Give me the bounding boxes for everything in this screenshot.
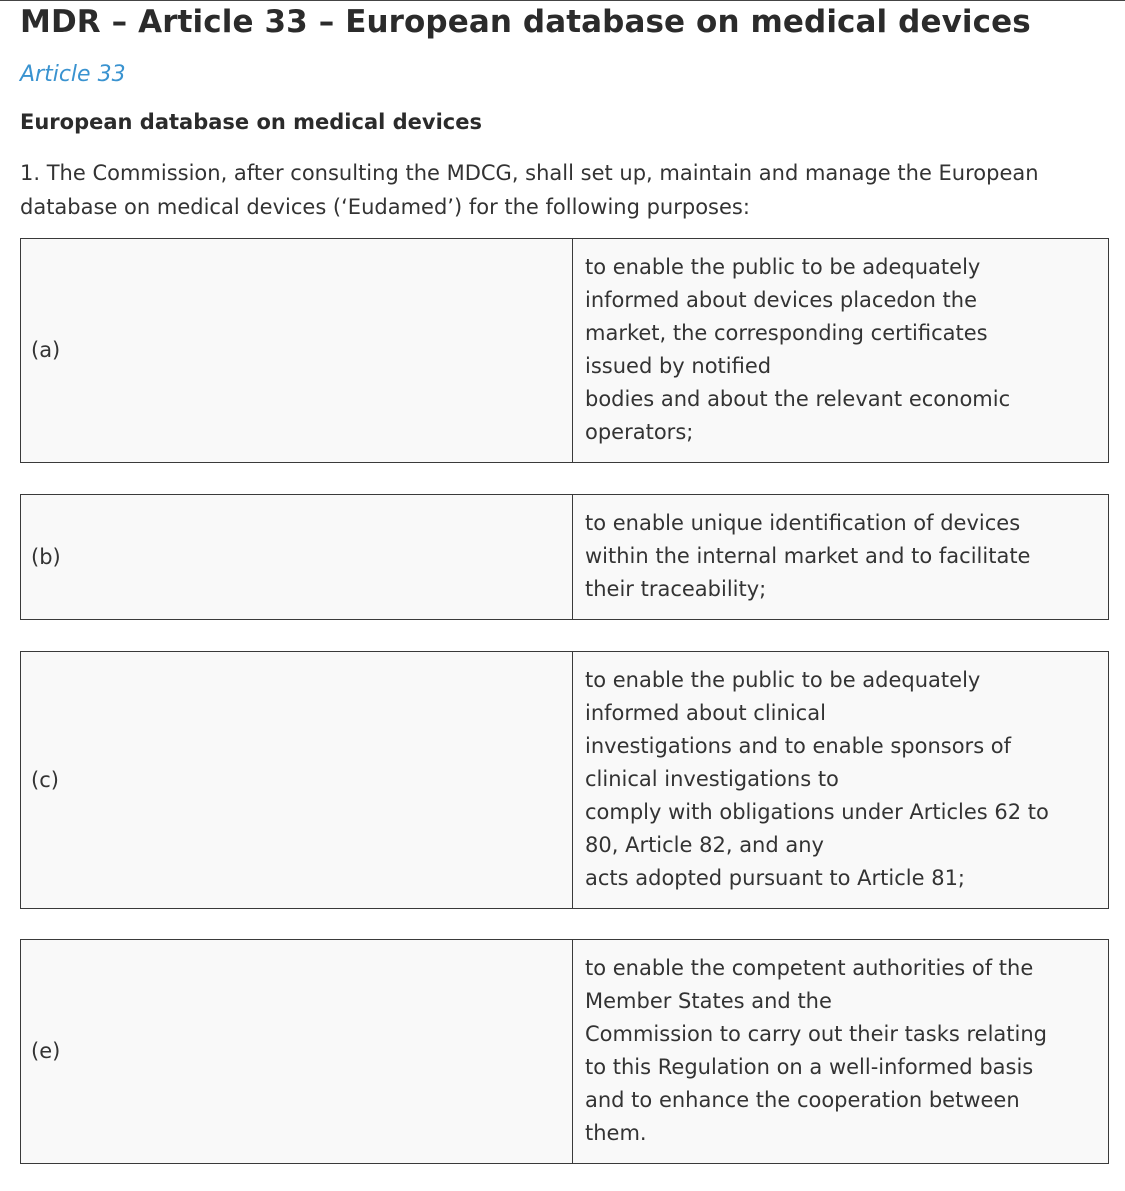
table-row [21, 495, 1109, 620]
purpose-text: to enable unique identification of devices within the internal market and to facilitate their traceability; [573, 495, 1109, 620]
purpose-letter: (c) [21, 652, 573, 909]
top-divider [0, 0, 1125, 1]
article-link[interactable]: Article 33 [20, 62, 126, 87]
purpose-text: to enable the public to be adequately informed about devices placedon the market, the corresponding certificates issued by notified bodies and about the relevant economic operators; [573, 239, 1109, 463]
purpose-text: to enable the public to be adequately informed about clinical investigations and to enable sponsors of clinical investigations to comply with obligations under Articles 62 to 80, Article 82, and any acts adopted pursuant to Article 81; [573, 652, 1109, 909]
purpose-table-e [20, 939, 1109, 1164]
purpose-table-a [20, 238, 1109, 463]
purpose-table-b [20, 494, 1109, 620]
page-title: MDR – Article 33 – European database on medical devices [20, 4, 1031, 40]
purpose-text: to enable the competent authorities of the Member States and the Commission to carry out their tasks relating to this Regulation on a well-informed basis and to enhance the cooperation between them. [573, 940, 1109, 1164]
table-row [21, 652, 1109, 909]
purpose-letter: (e) [21, 940, 573, 1164]
table-row [21, 940, 1109, 1164]
article-heading: European database on medical devices [20, 110, 482, 134]
purpose-table-c [20, 651, 1109, 909]
purpose-letter: (a) [21, 239, 573, 463]
purpose-letter: (b) [21, 495, 573, 620]
intro-paragraph: 1. The Commission, after consulting the MDCG, shall set up, maintain and manage the European database on medical devices (‘Eudamed’) for the following purposes: [20, 161, 1039, 219]
table-row [21, 239, 1109, 463]
